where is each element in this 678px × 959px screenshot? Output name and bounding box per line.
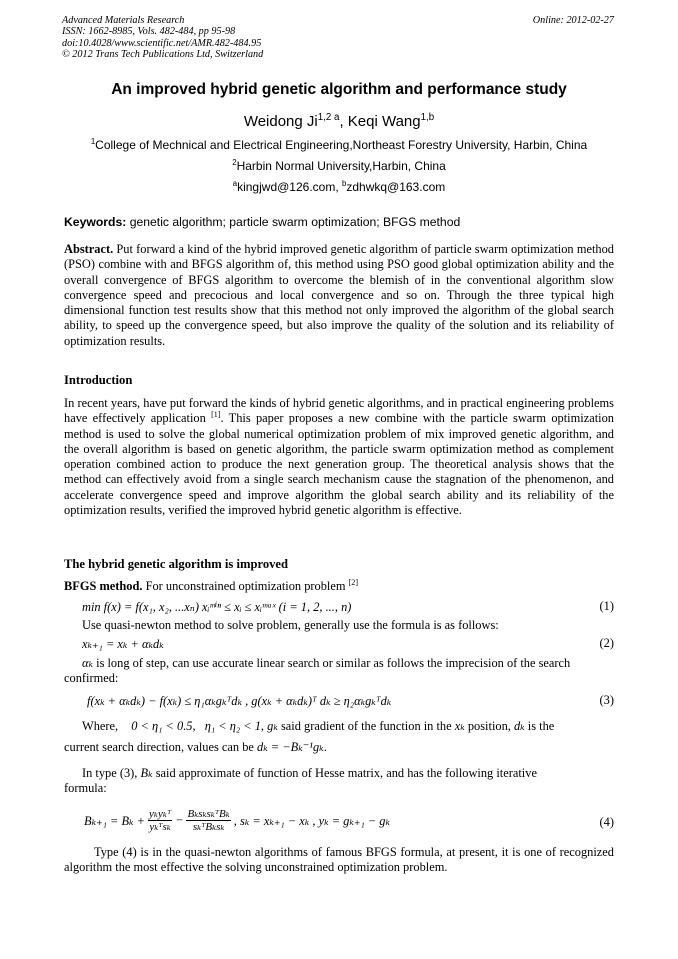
- online-date: Online: 2012-02-27: [532, 15, 614, 26]
- abstract: [64, 242, 614, 349]
- introduction-text: [64, 396, 614, 518]
- equation-4-number: (4): [599, 815, 614, 829]
- current-text: current search direction, values can be: [64, 740, 257, 754]
- equation-3-number: (3): [599, 693, 614, 707]
- alpha-symbol: αₖ: [82, 656, 94, 670]
- email-a: kingjwd@126.com,: [237, 180, 342, 194]
- eq4-fraction-1: [148, 808, 172, 833]
- type3-a: In type (3),: [82, 766, 141, 780]
- intro-text-b: . This paper proposes a new combine with the particle swarm optimization method is used to solve the global numerical optimization problem of mix improved genetic algorithm, and the overall algorithm is based on genetic algorithm, the particle swarm optimization method as complement operation combined action to produce the next generation group. The theoretical analysis shows that the method can effectively avoid from a single search mechanism cause the stagnation of the phenomenon, and accelerate convergence speed and improve algorithm the global search ability and its reliability of the optimization results, verified the improved hybrid genetic algorithm is effective.: [64, 411, 614, 518]
- affiliation-2-text: Harbin Normal University,Harbin, China: [236, 159, 446, 173]
- keywords-text: genetic algorithm; particle swarm optimization; BFGS method: [126, 215, 461, 229]
- type4-paragraph: Type (4) is in the quasi-newton algorithms of famous BFGS formula, at present, it is one of recognized algorithm the most effective the solving unconstrained optimization problem.: [64, 845, 614, 875]
- issn: ISSN: 1662-8985, Vols. 482-484, pp 95-98: [62, 26, 236, 38]
- where-text-2: position,: [464, 719, 514, 733]
- emails: [0, 180, 678, 194]
- bfgs-ref: [2]: [348, 577, 359, 587]
- affiliation-2-sup: 2: [232, 158, 237, 167]
- email-b: zdhwkq@163.com: [346, 180, 446, 194]
- eq4-fraction-2: [186, 808, 230, 833]
- author-2: Keqi Wang: [347, 113, 421, 130]
- section2-heading: The hybrid genetic algorithm is improved: [64, 557, 289, 571]
- copyright: © 2012 Trans Tech Publications Ltd, Switzerland: [62, 49, 264, 61]
- use-text: Use quasi-newton method to solve problem, generally use the formula is as follows:: [82, 618, 499, 632]
- where-d: dₖ: [513, 719, 525, 733]
- equation-3: f(xₖ + αₖdₖ) − f(xₖ) ≤ η₁αₖgₖᵀdₖ , g(xₖ + αₖdₖ)ᵀ dₖ ≥ η₂αₖgₖᵀdₖ: [87, 694, 392, 708]
- eq4-lhs: Bₖ₊₁ = Bₖ +: [84, 813, 146, 828]
- author-2-sup: 1,b: [420, 112, 435, 123]
- bfgs-text: For unconstrained optimization problem: [142, 579, 349, 593]
- equation-4: [84, 808, 390, 833]
- authors: [0, 113, 678, 130]
- eq4-f2-num: BₖsₖsₖᵀBₖ: [187, 808, 230, 820]
- where-g: gₖ: [267, 719, 278, 733]
- affiliation-1-sup: 1: [90, 137, 96, 146]
- type3-b: Bₖ: [140, 766, 153, 780]
- introduction-heading: Introduction: [64, 373, 133, 387]
- abstract-text: Put forward a kind of the hybrid improved genetic algorithm of particle swarm optimization method (PSO) combine with and BFGS algorithm of, this method using PSO good global optimization ability and the overall convergence of BFGS algorithm to overcome the blemish of in the conventional algorithm slow convergence speed and precocious and local convergence and so on. Through the three typical high dimensional function test results show that this method not only improved the algorithm of the global search ability, to speed up the convergence speed, but also improve the quality of the solution and its reliability of optimization results.: [64, 242, 614, 348]
- equation-1-number: (1): [599, 599, 614, 613]
- intro-ref: [1]: [211, 410, 221, 420]
- affiliation-1-text: College of Mechnical and Electrical Engineering,Northeast Forestry University, Harbin, China: [95, 138, 588, 152]
- type3-paragraph: [64, 766, 614, 796]
- eq4-rhs: , sₖ = xₖ₊₁ − xₖ , yₖ = gₖ₊₁ − gₖ: [233, 813, 391, 828]
- doi: doi:10.4028/www.scientific.net/AMR.482-484.95: [62, 37, 262, 49]
- where-label: Where,: [82, 719, 119, 733]
- keywords: [64, 215, 460, 229]
- equation-1: min f(x) = f(x₁, x₂, ...xₙ) xᵢᵐⁱⁿ ≤ xᵢ ≤ xᵢᵐᵃˣ (i = 1, 2, ..., n): [82, 600, 352, 614]
- where-cond-1: 0 < η₁ < 0.5: [131, 719, 193, 733]
- paper-title: An improved hybrid genetic algorithm and performance study: [111, 81, 567, 98]
- current-eq: dₖ = −Bₖ⁻¹gₖ: [257, 740, 324, 754]
- where-text-3: is the: [524, 719, 555, 733]
- author-sep: ,: [339, 113, 348, 130]
- intro-text-a: In recent years, have put forward the kinds of hybrid genetic algorithms, and in practical engineering problems have effectively application: [64, 396, 614, 426]
- email-a-sup: a: [232, 179, 238, 188]
- where-x: xₖ: [454, 719, 465, 733]
- author-1-sup: 1,2 a: [317, 112, 340, 123]
- affiliation-2: [0, 159, 678, 173]
- eq4-f1-den: yₖᵀsₖ: [149, 821, 171, 833]
- bfgs-intro: [64, 579, 614, 594]
- alpha-text-a: is long of step, can use accurate linear search or similar as follows the imprecision of the search: [93, 656, 571, 670]
- equation-2: xₖ₊₁ = xₖ + αₖdₖ: [82, 637, 164, 651]
- journal-header: [62, 15, 263, 61]
- where-line: Where, 0 < η₁ < 0.5, η₁ < η₂ < 1, gₖ said gradient of the function in the xₖ position, dₖ is the: [64, 719, 614, 734]
- bfgs-label: BFGS method.: [64, 579, 143, 593]
- current-line: [64, 740, 614, 755]
- current-end: .: [323, 740, 327, 754]
- keywords-label: Keywords:: [64, 215, 127, 229]
- author-1: Weidong Ji: [243, 113, 318, 130]
- alpha-paragraph: [64, 656, 614, 686]
- eq4-minus: −: [175, 813, 184, 827]
- type3-c: said approximate of function of Hesse matrix, and has the following iterative: [152, 766, 537, 780]
- affiliation-1: [0, 138, 678, 152]
- abstract-label: Abstract.: [64, 242, 114, 256]
- where-text-1: said gradient of the function in the: [277, 719, 455, 733]
- email-b-sup: b: [342, 179, 347, 188]
- eq4-f1-num: yₖyₖᵀ: [149, 808, 172, 820]
- equation-2-number: (2): [599, 636, 614, 650]
- alpha-text-b: confirmed:: [64, 671, 119, 685]
- journal-name: Advanced Materials Research: [62, 15, 185, 26]
- where-cond-2: η₁ < η₂ < 1: [204, 719, 261, 733]
- eq4-f2-den: sₖᵀBₖsₖ: [192, 821, 225, 833]
- type3-d: formula:: [64, 781, 107, 795]
